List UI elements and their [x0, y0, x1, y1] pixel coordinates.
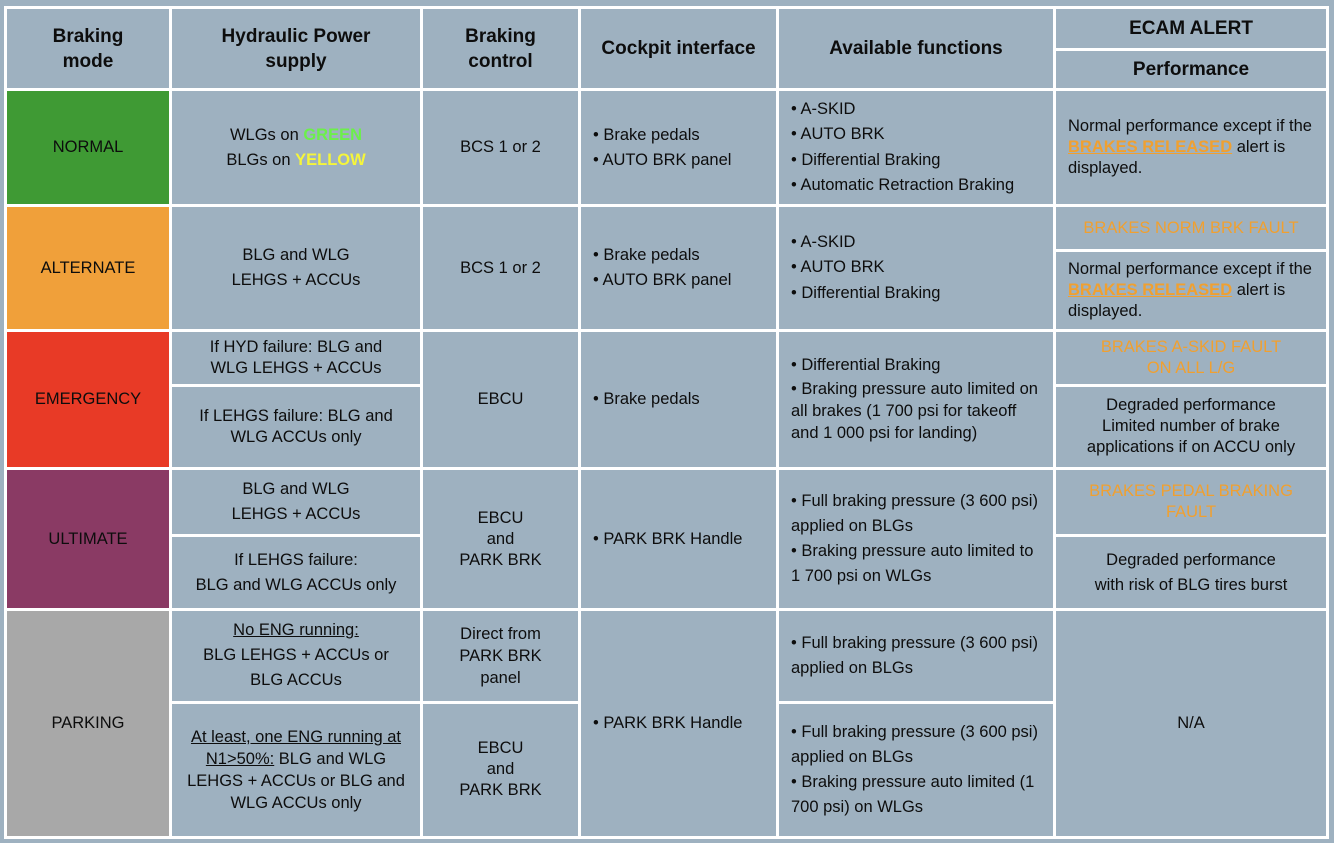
ultimate-hyd-line: If LEHGS failure:: [234, 550, 358, 569]
header-hydraulic-power: Hydraulic Power supply: [171, 8, 422, 90]
ultimate-performance: [1055, 536, 1328, 610]
emergency-ecam-alert: BRAKES A-SKID FAULT ON ALL L/G: [1055, 330, 1328, 385]
alternate-function-item: • Differential Braking: [791, 283, 941, 302]
header-performance: Performance: [1055, 50, 1328, 90]
ultimate-hyd-line: BLG and WLG ACCUs only: [195, 575, 397, 594]
header-available-functions: Available functions: [778, 8, 1055, 90]
mode-alternate: ALTERNATE: [6, 206, 171, 330]
normal-cockpit: [580, 90, 778, 206]
ultimate-control-line: EBCU: [477, 508, 524, 527]
alternate-hydraulic: [171, 206, 422, 330]
alternate-performance: [1055, 250, 1328, 330]
mode-emergency: EMERGENCY: [6, 330, 171, 468]
parking-control-direct: [422, 610, 580, 702]
emergency-perf-line: Limited number of brake applications if on ACCU only: [1086, 417, 1296, 457]
normal-hyd-prefix-2: BLGs on: [226, 150, 296, 169]
parking-control-ebcu: [422, 702, 580, 837]
ultimate-ecam-alert: BRAKES PEDAL BRAKING FAULT: [1055, 469, 1328, 536]
alternate-cockpit-item: • AUTO BRK panel: [593, 271, 732, 290]
normal-perf-post: alert is displayed.: [1068, 138, 1286, 178]
normal-functions: [778, 90, 1055, 206]
normal-control: BCS 1 or 2: [422, 90, 580, 206]
emergency-hyd-hyd-failure: If HYD failure: BLG and WLG LEHGS + ACCUs: [171, 330, 422, 385]
emergency-perf-line: Degraded performance: [1106, 396, 1276, 415]
parking-hyd-condition: No ENG running:: [233, 621, 359, 640]
ultimate-hyd-line: LEHGS + ACCUs: [231, 505, 361, 524]
header-braking-control: Braking control: [422, 8, 580, 90]
parking-cockpit: [580, 610, 778, 838]
normal-hydraulic: [171, 90, 422, 206]
parking-control-line: and: [486, 760, 515, 779]
emergency-performance: [1055, 385, 1328, 468]
parking-hyd-condition: At least, one ENG running at N1>50%:: [190, 727, 402, 768]
parking-hyd-source: BLG and WLG LEHGS + ACCUs or BLG and WLG ACCUs only: [187, 749, 405, 812]
parking-performance: N/A: [1055, 610, 1328, 838]
normal-function-item: • A-SKID: [791, 99, 856, 118]
mode-normal: NORMAL: [6, 90, 171, 206]
normal-cockpit-item: • AUTO BRK panel: [593, 150, 732, 169]
alternate-hyd-line: BLG and WLG: [242, 246, 350, 265]
alternate-control: BCS 1 or 2: [422, 206, 580, 330]
normal-perf-pre: Normal performance except if the: [1068, 117, 1312, 136]
parking-cockpit-item: • PARK BRK Handle: [593, 714, 743, 733]
parking-function-item: • Braking pressure auto limited (1 700 psi) on WLGs: [791, 772, 1035, 816]
ultimate-function-item: • Full braking pressure (3 600 psi) applied on BLGs: [791, 492, 1038, 536]
ultimate-hyd-normal: [171, 469, 422, 536]
header-braking-mode: Braking mode: [6, 8, 171, 90]
parking-control-line: PARK BRK: [459, 781, 542, 800]
emergency-function-item: • Braking pressure auto limited on all brakes (1 700 psi for takeoff and 1 000 psi for landing): [791, 380, 1038, 443]
header-ecam-alert: ECAM ALERT: [1055, 8, 1328, 50]
emergency-hyd-lehgs-failure: If LEHGS failure: BLG and WLG ACCUs only: [171, 385, 422, 468]
parking-function-item: • Full braking pressure (3 600 psi) applied on BLGs: [791, 722, 1038, 766]
normal-perf-alert: BRAKES RELEASED: [1068, 138, 1233, 157]
parking-control-line: PARK BRK: [459, 646, 542, 665]
mode-parking: PARKING: [6, 610, 171, 838]
parking-functions-direct: [778, 610, 1055, 702]
normal-function-item: • AUTO BRK: [791, 125, 885, 144]
normal-hyd-yellow: YELLOW: [295, 150, 366, 169]
normal-function-item: • Automatic Retraction Braking: [791, 176, 1015, 195]
braking-modes-table: [4, 6, 1329, 839]
emergency-control: EBCU: [422, 330, 580, 468]
ultimate-hyd-line: BLG and WLG: [242, 480, 350, 499]
normal-function-item: • Differential Braking: [791, 150, 941, 169]
normal-performance: [1055, 90, 1328, 206]
ultimate-perf-line: with risk of BLG tires burst: [1094, 575, 1288, 594]
header-cockpit-interface: Cockpit interface: [580, 8, 778, 90]
mode-ultimate: ULTIMATE: [6, 469, 171, 610]
ultimate-control: [422, 469, 580, 610]
ultimate-perf-line: Degraded performance: [1106, 550, 1276, 569]
parking-control-line: EBCU: [477, 739, 524, 758]
emergency-cockpit-item: • Brake pedals: [593, 389, 700, 408]
alternate-hyd-line: LEHGS + ACCUs: [231, 271, 361, 290]
parking-control-line: panel: [480, 668, 521, 687]
alternate-cockpit: [580, 206, 778, 330]
ultimate-function-item: • Braking pressure auto limited to 1 700 psi on WLGs: [791, 542, 1034, 586]
parking-hyd-eng-running: [171, 702, 422, 837]
normal-cockpit-item: • Brake pedals: [593, 125, 700, 144]
ultimate-cockpit-item: • PARK BRK Handle: [593, 529, 743, 548]
emergency-function-item: • Differential Braking: [791, 356, 941, 375]
parking-hyd-no-eng: [171, 610, 422, 702]
normal-hyd-prefix-1: WLGs on: [229, 125, 304, 144]
ultimate-control-line: and: [486, 529, 515, 548]
parking-control-line: Direct from: [460, 624, 541, 643]
parking-function-item: • Full braking pressure (3 600 psi) applied on BLGs: [791, 633, 1038, 677]
alternate-ecam-alert: BRAKES NORM BRK FAULT: [1055, 206, 1328, 250]
emergency-cockpit: [580, 330, 778, 468]
ultimate-cockpit: [580, 469, 778, 610]
ultimate-control-line: PARK BRK: [459, 550, 542, 569]
emergency-functions: [778, 330, 1055, 468]
parking-hyd-source: BLG LEHGS + ACCUs or BLG ACCUs: [203, 646, 389, 690]
ultimate-functions: [778, 469, 1055, 610]
alternate-perf-post: alert is displayed.: [1068, 280, 1286, 320]
alternate-cockpit-item: • Brake pedals: [593, 246, 700, 265]
alternate-perf-pre: Normal performance except if the: [1068, 259, 1312, 278]
alternate-perf-alert: BRAKES RELEASED: [1068, 280, 1233, 299]
alternate-function-item: • A-SKID: [791, 232, 856, 251]
ultimate-hyd-lehgs-failure: [171, 536, 422, 610]
parking-functions-ebcu: [778, 702, 1055, 837]
normal-hyd-green: GREEN: [303, 125, 363, 144]
alternate-function-item: • AUTO BRK: [791, 258, 885, 277]
alternate-functions: [778, 206, 1055, 330]
